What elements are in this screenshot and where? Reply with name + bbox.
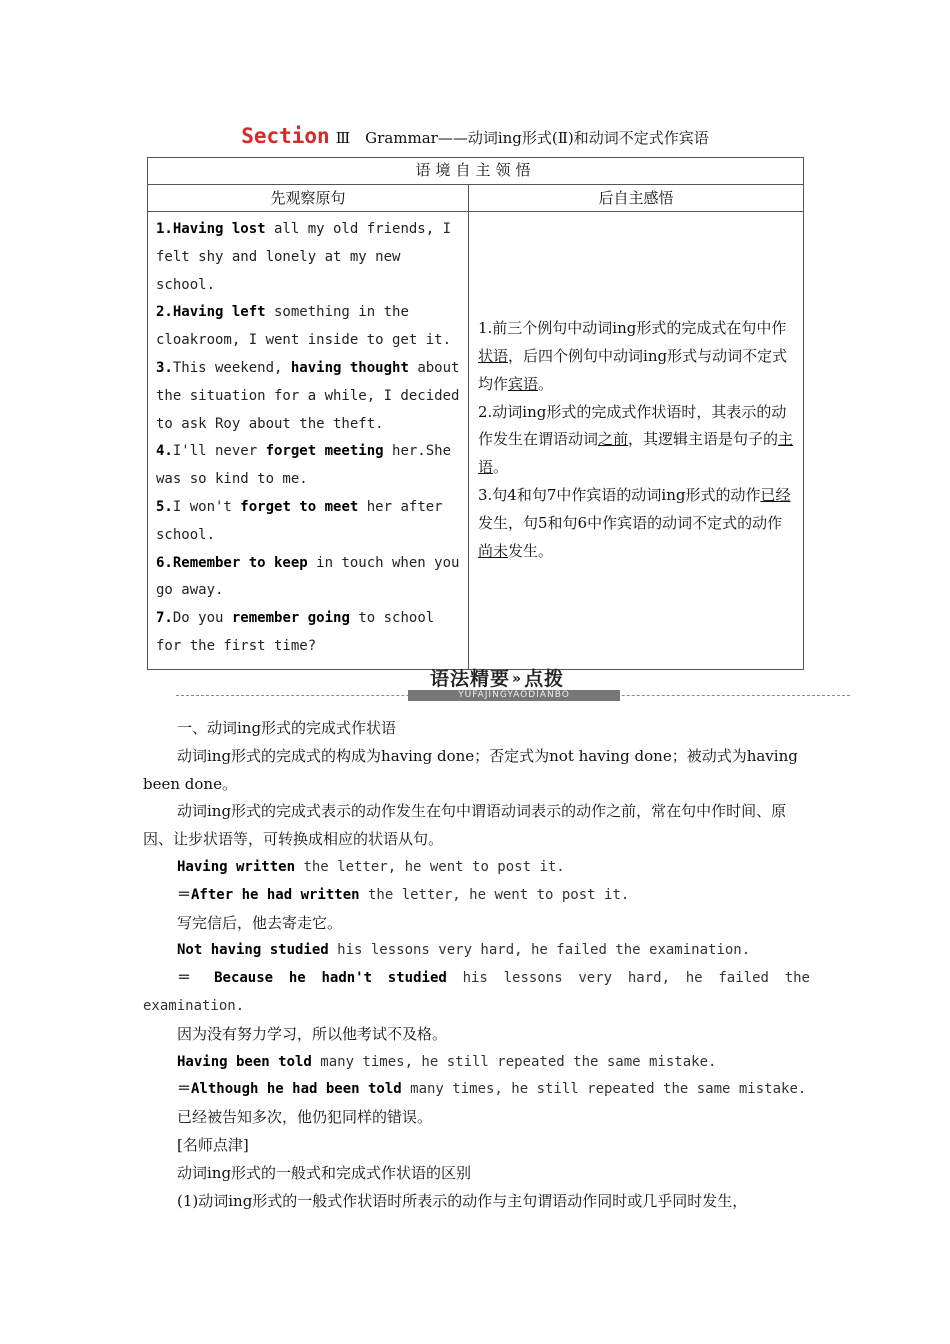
section-label: Section <box>241 124 330 148</box>
banner-subtitle: YUFAJINGYAODIANBO <box>408 690 620 701</box>
notes-cell <box>469 212 804 670</box>
tip-item-1: (1)动词ing形式的一般式作状语时所表示的动作与主句谓语动作同时或几乎同时发生， <box>177 1191 748 1210</box>
example-translation: 写完信后，他去寄走它。 <box>177 913 343 932</box>
heading-1: 一、动词ing形式的完成式作状语 <box>177 719 397 737</box>
observation-table <box>147 157 804 670</box>
note-1: 1.前三个例句中动词ing形式的完成式在句中作状语，后四个例句中动词ing形式与动词不定式均作宾语。 <box>478 319 788 393</box>
example-2: 2.Having left something in the cloakroom, I went inside to get it. <box>156 304 452 349</box>
examples-cell <box>148 212 469 670</box>
example-sentence: Having been told many times, he still repeated the same mistake. <box>177 1053 717 1070</box>
note-2: 2.动词ing形式的完成式作状语时，其表示的动作发生在谓语动词之前，其逻辑主语是句子的主语。 <box>478 402 794 477</box>
tip-title: 动词ing形式的一般式和完成式作状语的区别 <box>177 1163 472 1182</box>
page-title <box>0 124 950 148</box>
example-6: 6.Remember to keep in touch when you go away. <box>156 554 460 599</box>
grammar-body <box>143 715 810 1215</box>
note-3: 3.句4和句7中作宾语的动词ing形式的动作已经发生，句5和句6中作宾语的动词不定式的动作尚未发生。 <box>478 486 791 560</box>
example-sentence-continued: examination. <box>143 997 245 1014</box>
example-sentence: Having written the letter, he went to post it. <box>177 858 565 875</box>
paragraph-2: 动词ing形式的完成式表示的动作发生在句中谓语动词表示的动作之前，常在句中作时间、原因、让步状语等，可转换成相应的状语从句。 <box>143 802 787 849</box>
example-3: 3.This weekend, having thought about the situation for a while, I decided to ask Roy about the theft. <box>156 359 460 432</box>
tip-label: [名师点津] <box>177 1135 249 1154</box>
example-5: 5.I won't forget to meet her after school. <box>156 498 443 543</box>
example-sentence: Not having studied his lessons very hard, he failed the examination. <box>177 942 751 959</box>
example-translation: 因为没有努力学习，所以他考试不及格。 <box>177 1024 448 1043</box>
section-title-text: Ⅲ Grammar——动词ing形式(Ⅱ)和动词不定式作宾语 <box>335 129 709 147</box>
example-1: 1.Having lost all my old friends, I felt shy and lonely at my new school. <box>156 221 452 293</box>
col-header-left: 先观察原句 <box>148 185 469 212</box>
example-translation: 已经被告知多次，他仍犯同样的错误。 <box>177 1108 433 1127</box>
banner-title: 语法精要 » 点拨 <box>430 668 565 690</box>
section-banner <box>176 662 850 702</box>
paragraph-1: 动词ing形式的完成式的构成为having done；否定式为not having done；被动式为having been done。 <box>143 746 798 793</box>
table-header: 语境自主领悟 <box>148 158 804 185</box>
example-7: 7.Do you remember going to school for the first time? <box>156 610 435 654</box>
example-sentence: ＝ Because he hadn't studied his lessons very hard, he failed the <box>177 970 810 987</box>
example-4: 4.I'll never forget meeting her.She was so kind to me. <box>156 443 452 488</box>
double-chevron-icon: » <box>512 671 523 687</box>
example-sentence: ＝Although he had been told many times, he still repeated the same mistake. <box>177 1081 807 1098</box>
example-sentence: ＝After he had written the letter, he went to post it. <box>177 886 630 903</box>
col-header-right: 后自主感悟 <box>469 185 804 212</box>
